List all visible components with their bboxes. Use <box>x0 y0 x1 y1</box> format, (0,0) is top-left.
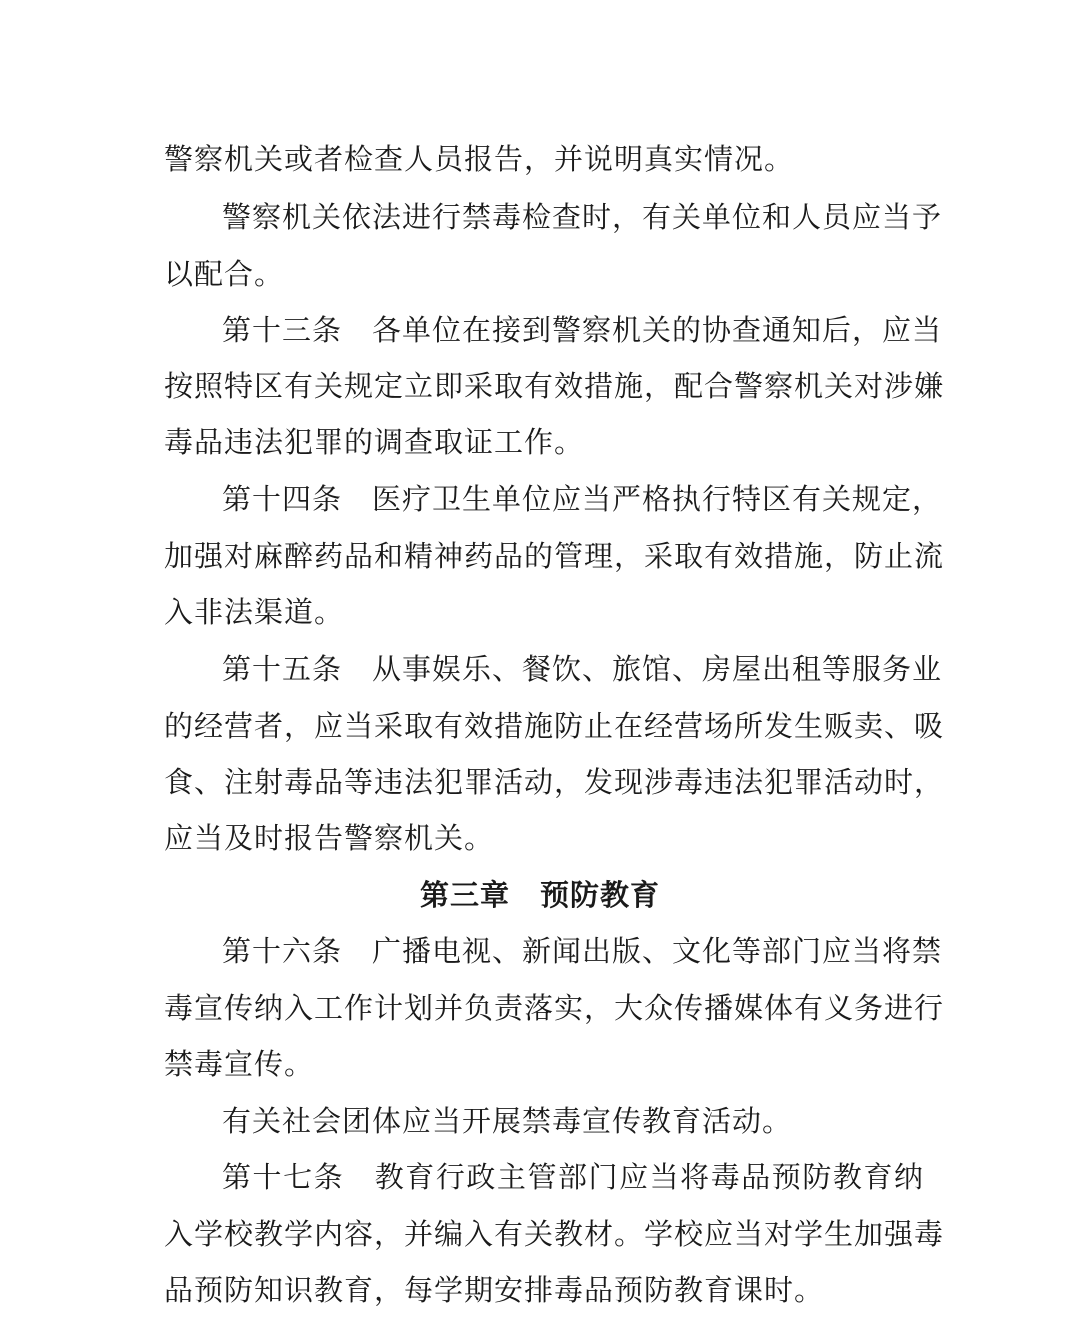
paragraph-line: 警察机关或者检查人员报告，并说明真实情况。 <box>164 142 795 176</box>
paragraph-line: 加强对麻醉药品和精神药品的管理，采取有效措施，防止流 <box>164 539 945 573</box>
article-15-start: 第十五条 从事娱乐、餐饮、旅馆、房屋出租等服务业 <box>222 652 943 686</box>
article-17-start: 第十七条 教育行政主管部门应当将毒品预防教育纳 <box>222 1160 924 1194</box>
chapter-heading: 第三章 预防教育 <box>419 878 660 912</box>
article-13-start: 第十三条 各单位在接到警察机关的协查通知后，应当 <box>222 313 943 347</box>
paragraph-line: 有关社会团体应当开展禁毒宣传教育活动。 <box>222 1104 793 1138</box>
paragraph-line: 毒宣传纳入工作计划并负责落实，大众传播媒体有义务进行 <box>164 991 945 1025</box>
paragraph-line: 入学校教学内容，并编入有关教材。学校应当对学生加强毒 <box>164 1217 945 1251</box>
article-14-start: 第十四条 医疗卫生单位应当严格执行特区有关规定， <box>222 482 943 516</box>
paragraph-line: 品预防知识教育，每学期安排毒品预防教育课时。 <box>164 1273 825 1307</box>
paragraph-line: 入非法渠道。 <box>164 595 345 629</box>
paragraph-line: 警察机关依法进行禁毒检查时，有关单位和人员应当予 <box>222 200 943 234</box>
paragraph-line: 按照特区有关规定立即采取有效措施，配合警察机关对涉嫌 <box>164 369 945 403</box>
paragraph-line: 食、注射毒品等违法犯罪活动，发现涉毒违法犯罪活动时， <box>164 765 945 799</box>
paragraph-line: 禁毒宣传。 <box>164 1047 315 1081</box>
article-16-start: 第十六条 广播电视、新闻出版、文化等部门应当将禁 <box>222 934 943 968</box>
paragraph-line: 应当及时报告警察机关。 <box>164 821 495 855</box>
paragraph-line: 毒品违法犯罪的调查取证工作。 <box>164 425 585 459</box>
paragraph-line: 以配合。 <box>164 257 285 291</box>
paragraph-line: 的经营者，应当采取有效措施防止在经营场所发生贩卖、吸 <box>164 709 945 743</box>
